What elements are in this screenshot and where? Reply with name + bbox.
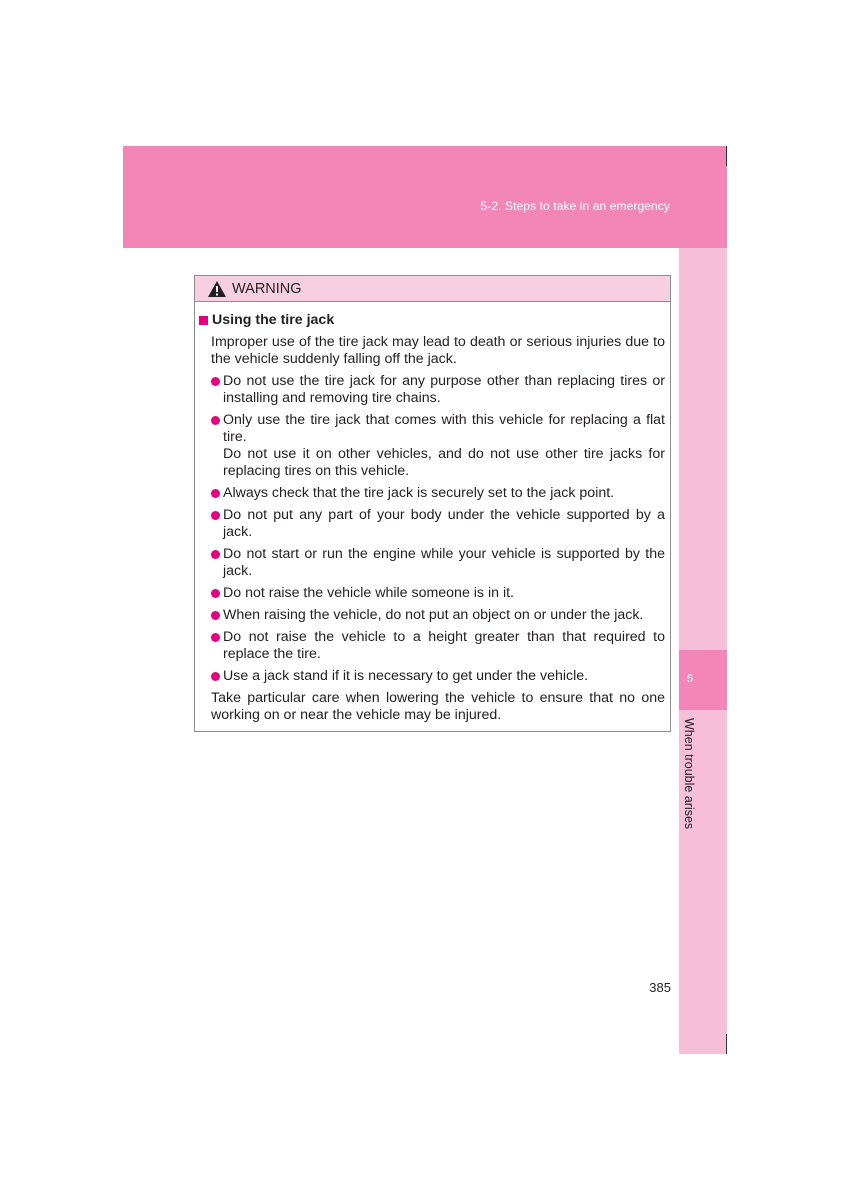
- heading-text: Using the tire jack: [212, 312, 335, 328]
- warning-content: [195, 302, 670, 724]
- list-item-text: Only use the tire jack that comes with this vehicle for replacing a flat tire.: [223, 412, 665, 445]
- list-item: [211, 507, 665, 541]
- bullet-dot-icon: [211, 589, 220, 598]
- list-item-text: Do not put any part of your body under the vehicle supported by a jack.: [223, 507, 665, 540]
- intro-paragraph: Improper use of the tire jack may lead to death or serious injuries due to the vehicle suddenly falling off the jack.: [211, 334, 665, 367]
- list-item: [211, 546, 665, 580]
- bullet-dot-icon: [211, 511, 220, 520]
- list-item-text: Do not raise the vehicle while someone is in it.: [223, 585, 514, 601]
- list-item: [211, 485, 665, 502]
- bullet-dot-icon: [211, 489, 220, 498]
- list-item: [211, 629, 665, 663]
- list-item-text: Do not use it on other vehicles, and do not use other tire jacks for replacing tires on this vehicle.: [223, 446, 665, 479]
- crop-mark: [726, 1034, 727, 1054]
- warning-triangle-icon: [207, 280, 227, 298]
- chapter-number: 5: [687, 673, 694, 685]
- warning-header: [195, 276, 670, 302]
- warning-box: [194, 275, 671, 732]
- chapter-tab-active: [679, 650, 727, 710]
- bullet-dot-icon: [211, 550, 220, 559]
- warning-label: WARNING: [232, 280, 302, 297]
- chapter-title: When trouble arises: [682, 718, 696, 830]
- list-item: [211, 585, 665, 602]
- closing-paragraph: Take particular care when lowering the vehicle to ensure that no one working on or near the vehicle may be injured.: [211, 690, 665, 723]
- page-number: 385: [649, 980, 671, 995]
- list-item-text: Do not use the tire jack for any purpose other than replacing tires or installing and removing tire chains.: [223, 373, 665, 406]
- header-band: [123, 146, 727, 248]
- list-item: [211, 607, 665, 624]
- bullet-dot-icon: [211, 672, 220, 681]
- bullet-dot-icon: [211, 377, 220, 386]
- crop-mark: [726, 146, 727, 166]
- side-tab: [679, 248, 727, 1054]
- list-item-text: Use a jack stand if it is necessary to get under the vehicle.: [223, 668, 589, 684]
- list-item-text: Do not start or run the engine while your vehicle is supported by the jack.: [223, 546, 665, 579]
- square-bullet-icon: [199, 316, 208, 325]
- section-heading: [199, 312, 665, 329]
- list-item-text: Do not raise the vehicle to a height greater than that required to replace the tire.: [223, 629, 665, 662]
- list-item-text: When raising the vehicle, do not put an object on or under the jack.: [223, 607, 644, 623]
- bullet-dot-icon: [211, 611, 220, 620]
- section-title: 5-2. Steps to take in an emergency: [480, 199, 670, 213]
- list-item: [211, 412, 665, 480]
- list-item: [211, 668, 665, 685]
- list-item-text: Always check that the tire jack is securely set to the jack point.: [223, 485, 615, 501]
- bullet-dot-icon: [211, 633, 220, 642]
- list-item: [211, 373, 665, 407]
- bullet-dot-icon: [211, 416, 220, 425]
